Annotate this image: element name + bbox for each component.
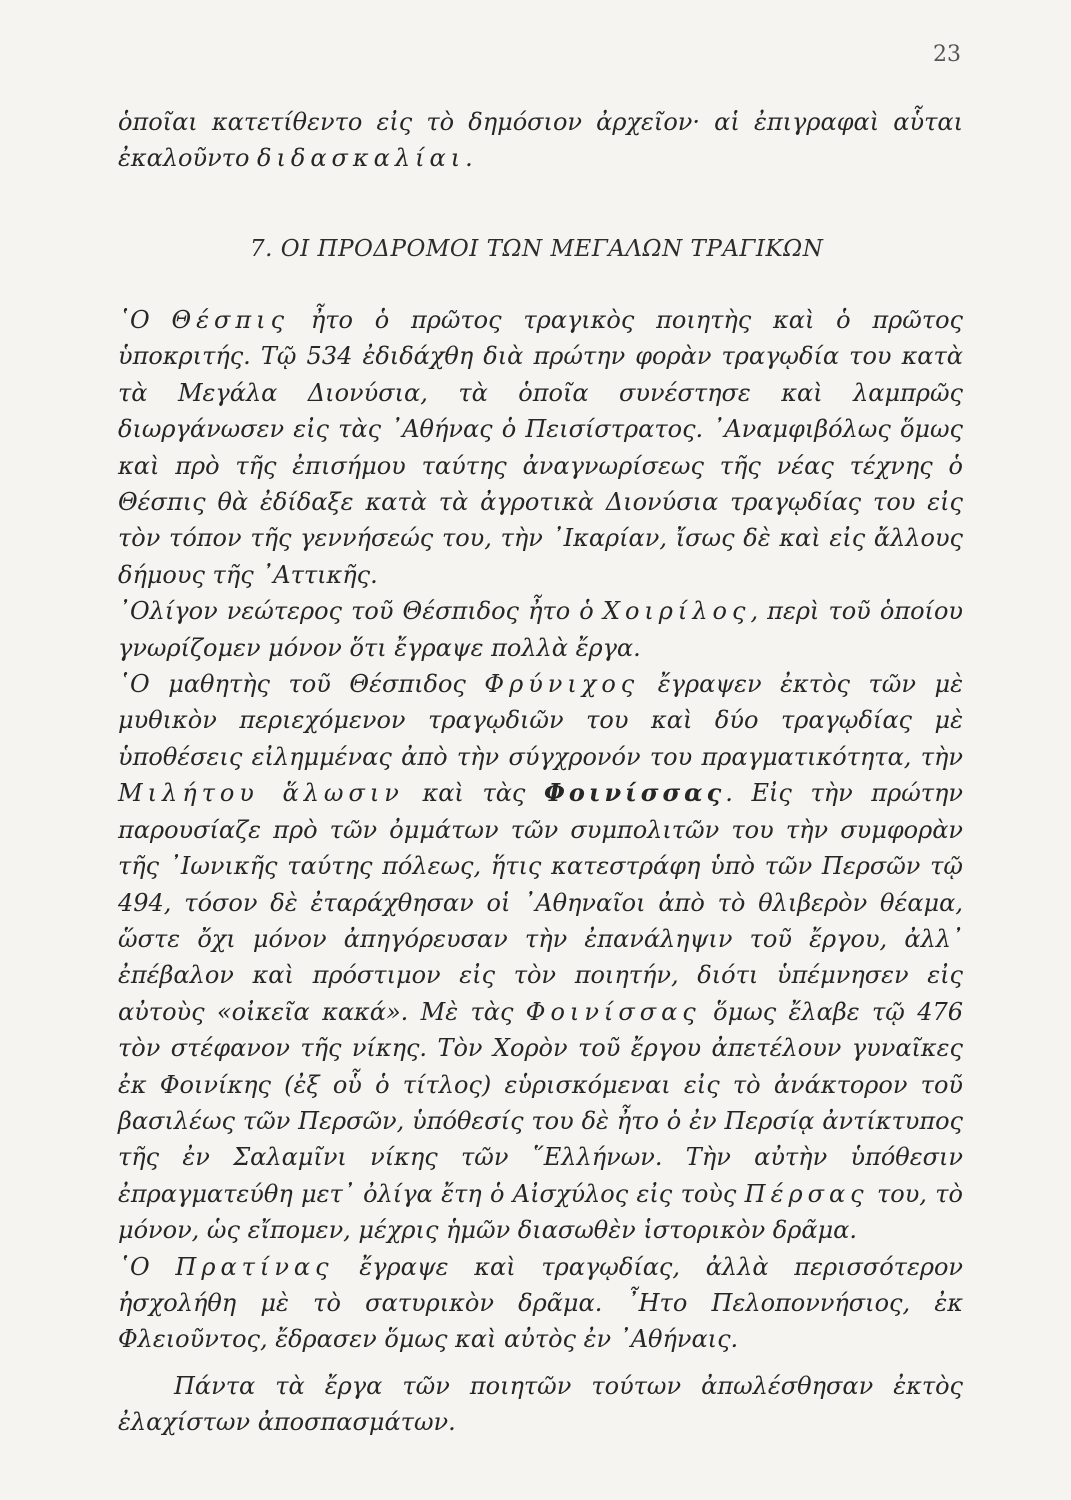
phrynichus-text-4: . Εἰς τὴν πρώτην παρουσίαζε πρὸ τῶν ὀμμάτων τῶν συμπολιτῶν του τὴν συμφορὰν τῆς ᾿Ιωνικῆς ταύτης πόλεως, ἥτις κατεστράφη ὑπὸ τῶν Περσῶν τῷ 494, τόσον δὲ ἐταράχθησαν οἱ ᾿Αθηναῖοι ἀπὸ τὸ θλιβερὸν θέαμα, ὥστε ὄχι μόνον ἀπηγόρευσαν τὴν ἐπανάληψιν τοῦ ἔργου, ἀλλ᾿ ἐπέβαλον καὶ πρόστιμον εἰς τὸν ποιητήν, διότι ὑπέμνησεν εἰς αὐτοὺς «οἰκεῖα κακά». Μὲ τὰς	[118, 779, 964, 1026]
choerilus-text-before: ᾿Ολίγον νεώτερος τοῦ Θέσπιδος ἦτο ὁ	[118, 597, 603, 626]
phrynichus-text-3: καὶ τὰς	[403, 779, 544, 808]
pratinas-text: ἔγραψε καὶ τραγῳδίας, ἀλλὰ περισσότερον ἠσχολήθη μὲ τὸ σατυρικὸν δρᾶμα. ῏Ητο Πελοποννήσιος, ἐκ Φλειοῦντος, ἔδρασεν ὅμως καὶ αὐτὸς ἐν ᾿Αθήναις.	[118, 1252, 963, 1354]
phrynichus-title-miletus: Μιλήτου ἅλωσιν	[118, 779, 404, 808]
paragraph-pratinas	[118, 1249, 963, 1358]
paragraph-choerilus	[118, 593, 963, 666]
pratinas-name: Πρατίνας	[175, 1252, 334, 1281]
paragraph-phrynichus	[118, 666, 963, 1249]
phrynichus-title-phoenissae-2: Φοινίσσας	[525, 997, 701, 1026]
phrynichus-text-5: ὅμως ἔλαβε τῷ 476 τὸν στέφανον τῆς νίκης. Τὸν Χορὸν τοῦ ἔργου ἀπετέλουν γυναῖκες ἐκ Φοινίκης (ἐξ οὗ ὁ τίτλος) εὑρισκόμεναι εἰς τὸ ἀνάκτορον τοῦ βασιλέως τῶν Περσῶν, ὑπόθεσίς του δὲ ἦτο ὁ ἐν Περσίᾳ ἀντίκτυπος τῆς ἐν Σαλαμῖνι νίκης τῶν ῞Ελλήνων. Τὴν αὐτὴν ὑπόθεσιν ἐπραγματεύθη μετ᾿ ὀλίγα ἔτη ὁ Αἰσχύλος εἰς τοὺς	[118, 997, 964, 1208]
intro-text-after: .	[465, 144, 473, 173]
phrynichus-text-6: του, τὸ μόνον, ὡς εἴπομεν, μέχρις ἡμῶν διασωθὲν ἱστορικὸν δρᾶμα.	[118, 1179, 963, 1245]
paragraph-thespis	[118, 302, 963, 593]
main-body	[118, 302, 963, 1441]
page-number: 23	[933, 42, 961, 67]
intro-text-before: ὁποῖαι κατετίθεντο εἰς τὸ δημόσιον ἀρχεῖον· αἱ ἐπιγραφαὶ αὗται ἐκαλοῦντο	[118, 108, 963, 173]
pratinas-article: ῾Ο	[118, 1252, 176, 1281]
thespis-name: Θέσπις	[171, 306, 290, 334]
phrynichus-text-1: ῾Ο μαθητὴς τοῦ Θέσπιδος	[118, 670, 485, 699]
phrynichus-title-phoenissae: Φοινίσσας	[543, 778, 726, 808]
phrynichus-name: Φρύνιχος	[484, 670, 640, 699]
thespis-text: ἦτο ὁ πρῶτος τραγικὸς ποιητὴς καὶ ὁ πρῶτος ὑποκριτής. Τῷ 534 ἐδιδάχθη διὰ πρώτην φορὰν τραγῳδία του κατὰ τὰ Μεγάλα Διονύσια, τὰ ὁποῖα συνέστησε καὶ λαμπρῶς διωργάνωσεν εἰς τὰς ᾿Αθήνας ὁ Πεισίστρατος. ᾿Αναμφιβόλως ὅμως καὶ πρὸ τῆς ἐπισήμου ταύτης ἀναγνωρίσεως τῆς νέας τέχνης ὁ Θέσπις θὰ ἐδίδαξε κατὰ τὰ ἀγροτικὰ Διονύσια τραγῳδίας του εἰς τὸν τόπον τῆς γεννήσεώς του, τὴν ᾿Ικαρίαν, ἴσως δὲ καὶ εἰς ἄλλους δήμους τῆς ᾿Αττικῆς.	[118, 306, 963, 589]
intro-paragraph	[118, 104, 963, 177]
paragraph-closing: Πάντα τὰ ἔργα τῶν ποιητῶν τούτων ἀπωλέσθησαν ἐκτὸς ἐλαχίστων ἀποσπασμάτων.	[118, 1371, 963, 1437]
intro-text	[118, 104, 963, 177]
phrynichus-title-persae: Πέρσας	[744, 1179, 869, 1208]
phrynichus-text-2: ἔγραψεν ἐκτὸς τῶν μὲ μυθικὸν περιεχόμενον τραγῳδιῶν του καὶ δύο τραγῳδίας μὲ ὑποθέσεις εἰλημμένας ἀπὸ τὴν σύγχρονόν του πραγματικότητα, τὴν	[118, 670, 963, 771]
section-heading: 7. ΟΙ ΠΡΟΔΡΟΜΟΙ ΤΩΝ ΜΕΓΑΛΩΝ ΤΡΑΓΙΚΩΝ	[250, 236, 824, 262]
choerilus-name: Χοιρίλος	[602, 597, 751, 626]
thespis-article: ῾Ο	[118, 306, 172, 334]
intro-term: διδασκαλίαι	[257, 144, 466, 173]
choerilus-text-after: , περὶ τοῦ ὁποίου γνωρίζομεν μόνον ὅτι ἔγραψε πολλὰ ἔργα.	[118, 597, 964, 662]
